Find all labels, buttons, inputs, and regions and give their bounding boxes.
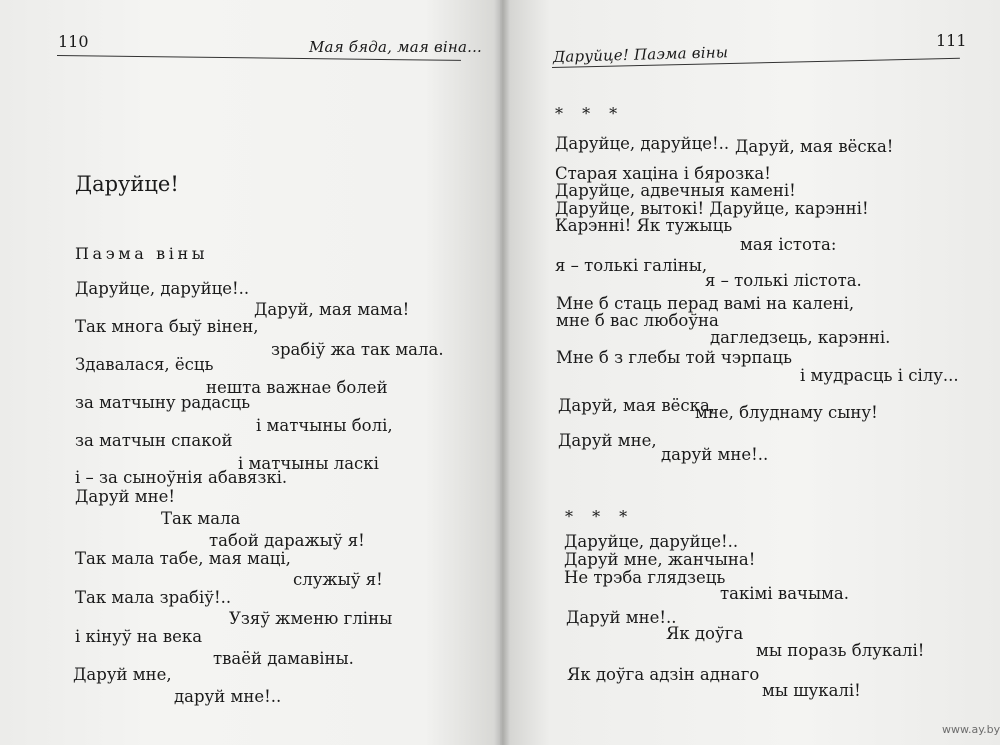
watermark: www.ay.by	[942, 723, 1000, 736]
verse-line: служыў я!	[293, 570, 383, 589]
verse-line: Даруй мне, жанчына!	[564, 550, 756, 569]
verse-line: Даруйце, даруйце!..	[564, 532, 739, 551]
running-head: Мая бяда, мая віна...	[309, 38, 483, 56]
book-gutter	[494, 0, 510, 745]
verse-line: дагледзець, карэнні.	[710, 328, 891, 347]
verse-line: Даруйце, вытокі! Даруйце, карэнні!	[555, 199, 869, 218]
verse-line: і кінуў на века	[75, 627, 203, 646]
verse-line: Узяў жменю гліны	[229, 609, 393, 628]
verse-line: Як доўга адзін аднаго	[567, 665, 760, 684]
verse-line: Даруй мне,	[558, 431, 657, 450]
verse-line: і матчыны болі,	[256, 416, 393, 435]
verse-line: Здавалася, ёсць	[75, 355, 214, 374]
verse-line: Карэнні! Як тужыць	[555, 216, 733, 235]
page-number: 110	[58, 32, 89, 51]
verse-line: Даруй, мая мама!	[254, 300, 410, 319]
verse-line: і мудрасць і сілу...	[800, 366, 959, 385]
verse-line: даруй мне!..	[174, 687, 282, 706]
verse-line: Старая хаціна і бярозка!	[555, 164, 771, 183]
verse-line: мы шукалі!	[762, 681, 861, 700]
verse-line: Даруй мне,	[73, 665, 172, 684]
verse-line: нешта важнае болей	[206, 378, 388, 397]
running-head: Даруйце! Паэма віны	[552, 43, 729, 66]
verse-line: Даруй, мая вёска!	[735, 137, 894, 156]
verse-line: Даруй, мая вёска,	[558, 396, 716, 415]
verse-line: такімі вачыма.	[720, 584, 849, 603]
verse-line: мы поразь блукалі!	[756, 641, 925, 660]
poem-title: Даруйце!	[75, 172, 179, 196]
verse-line: і – за сыноўнія абавязкі.	[75, 468, 288, 487]
verse-line: Мне б з глебы той чэрпаць	[556, 348, 792, 367]
verse-line: за матчын спакой	[75, 431, 233, 450]
verse-line: Так мала зрабіў!..	[75, 588, 232, 607]
verse-line: Як доўга	[666, 624, 744, 643]
verse-line: за матчыну радасць	[75, 393, 251, 412]
verse-line: Мне б стаць перад вамі на калені,	[556, 294, 855, 313]
verse-line: Даруй мне!	[75, 487, 175, 506]
poem-subtitle: Паэма віны	[75, 244, 209, 263]
verse-line: Даруйце, адвечныя камені!	[555, 181, 796, 200]
verse-line: мая істота:	[740, 235, 837, 254]
section-marker: * * *	[555, 104, 625, 123]
verse-line: Не трэба глядзець	[564, 568, 726, 587]
verse-line: Даруй мне!..	[566, 608, 677, 627]
verse-line: Даруйце, даруйце!..	[75, 279, 250, 298]
verse-line: зрабіў жа так мала.	[271, 340, 444, 359]
page-number: 111	[936, 31, 967, 50]
verse-line: тваёй дамавіны.	[213, 649, 354, 668]
verse-line: Так мала	[161, 509, 241, 528]
verse-line: Так многа быў вінен,	[75, 317, 259, 336]
verse-line: мне, блуднаму сыну!	[695, 403, 878, 422]
verse-line: і матчыны ласкі	[238, 454, 379, 473]
verse-line: мне б вас любоўна	[556, 311, 719, 330]
verse-line: я – толькі лістота.	[705, 271, 862, 290]
verse-line: Так мала табе, мая маці,	[75, 549, 291, 568]
verse-line: Даруйце, даруйце!..	[555, 134, 730, 153]
verse-line: табой даражыў я!	[209, 531, 365, 550]
right-page	[500, 0, 1000, 745]
verse-line: я – толькі галіны,	[555, 256, 708, 275]
section-marker: * * *	[565, 507, 635, 526]
verse-line: даруй мне!..	[661, 445, 769, 464]
